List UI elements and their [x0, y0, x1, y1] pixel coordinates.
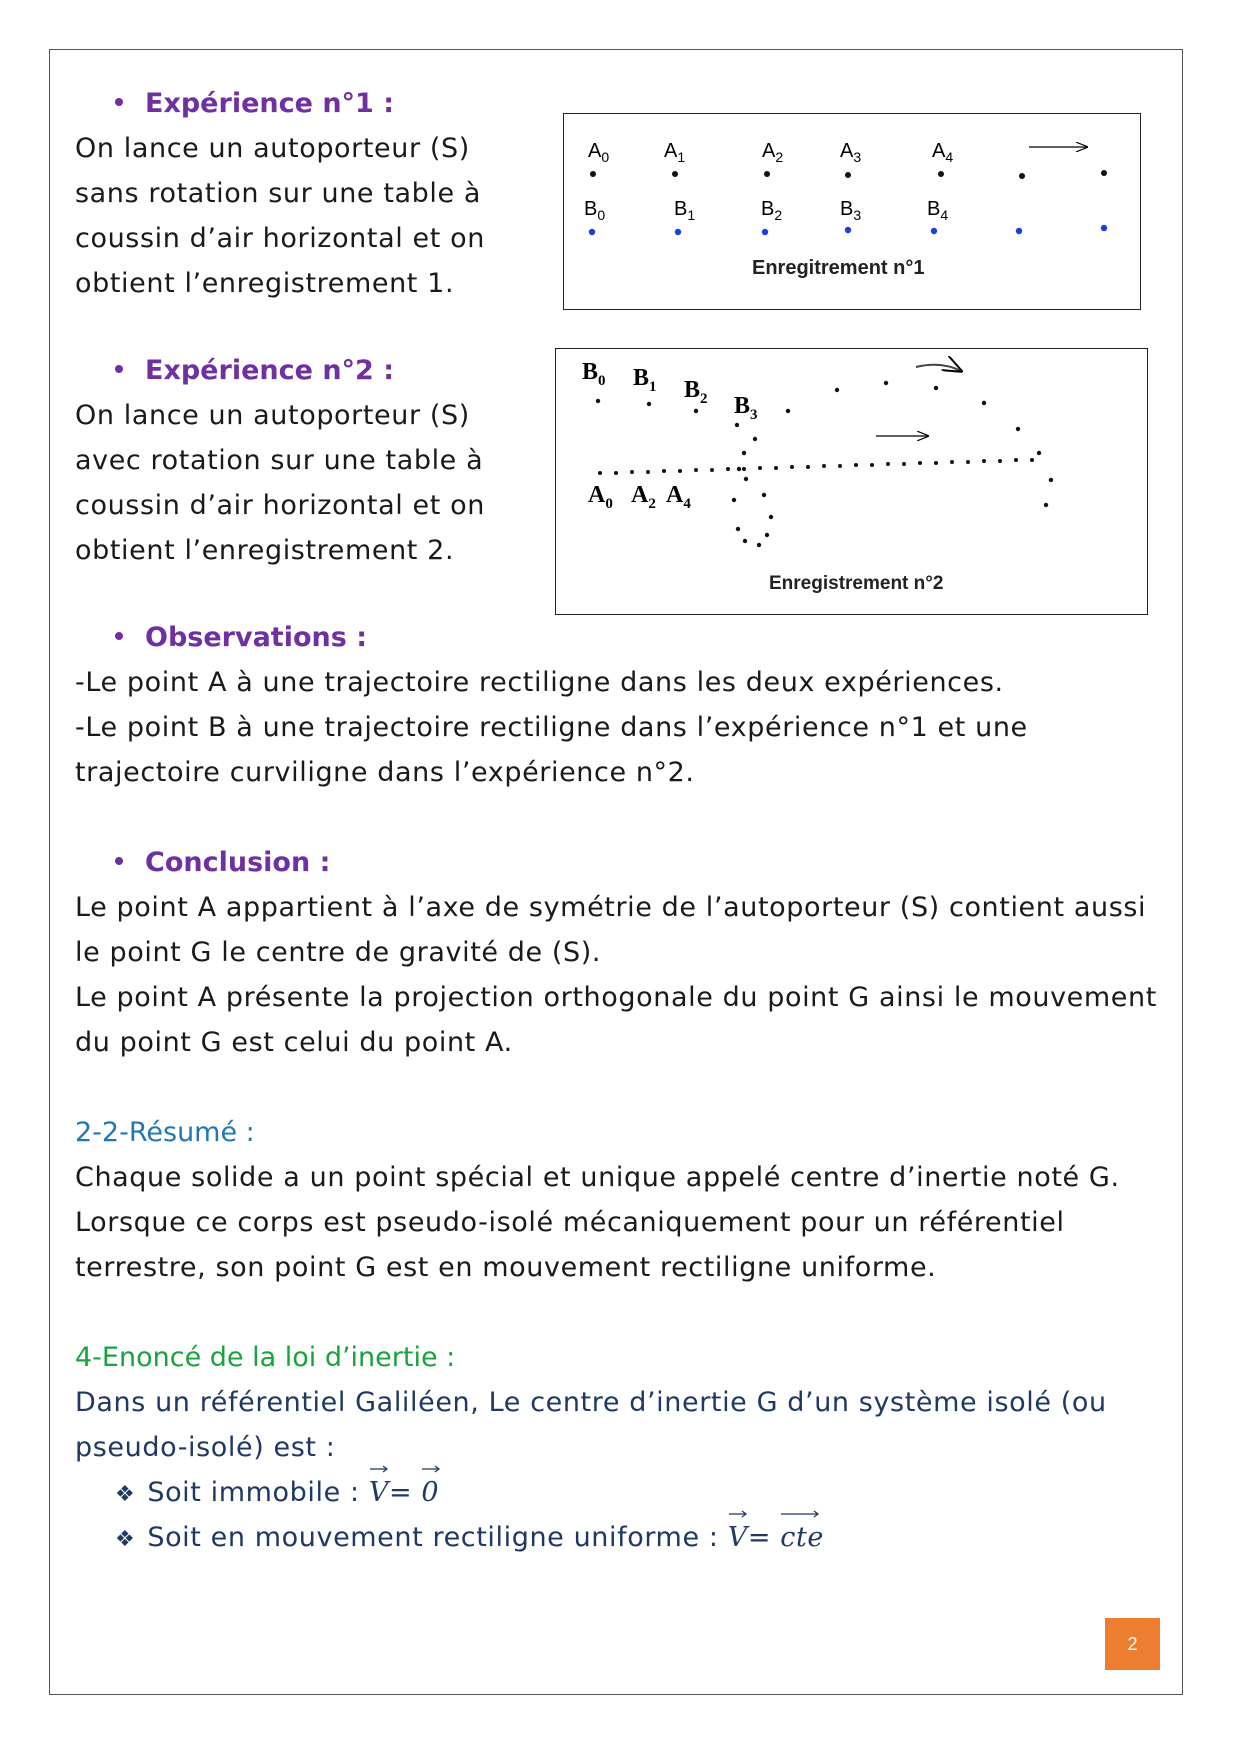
bullet-icon [115, 632, 123, 640]
vector-arrow-icon [421, 1464, 441, 1474]
observations-line: trajectoire curviligne dans l’expérience n°2. [75, 757, 695, 788]
vector-cte: cte [780, 1515, 824, 1560]
vector-arrow-icon [369, 1464, 389, 1474]
observations-line: -Le point A à une trajectoire rectiligne dans les deux expériences. [75, 667, 1004, 698]
conclusion-heading: Conclusion : [115, 840, 330, 885]
exp2-heading: Expérience n°2 : [115, 348, 394, 393]
observations-heading: Observations : [115, 615, 367, 660]
resume-line: Lorsque ce corps est pseudo-isolé mécaniquement pour un référentiel [75, 1207, 1065, 1238]
enregistrement-1-figure [563, 113, 1141, 310]
point-label-b3: $B_3$ [840, 198, 862, 223]
point-label-b2: $B_2$ [761, 198, 783, 223]
resume-line: terrestre, son point G est en mouvement rectiligne uniforme. [75, 1252, 937, 1283]
bullet-icon [115, 857, 123, 865]
exp2-line: coussin d’air horizontal et on [75, 490, 485, 521]
point-label-a2: $A_2$ [762, 140, 784, 165]
point-label-a1: $A_1$ [664, 140, 686, 165]
resume-heading: 2-2-Résumé : [75, 1117, 255, 1148]
trajectory-a-dots [598, 458, 1034, 475]
exp1-line: coussin d’air horizontal et on [75, 223, 485, 254]
conclusion-line: du point G est celui du point A. [75, 1027, 513, 1058]
vector-arrow-icon [780, 1509, 820, 1519]
point-label-a4: $A_4$ [666, 482, 691, 512]
point-label-a0: $A_0$ [588, 140, 610, 165]
resume-line: Chaque solide a un point spécial et unique appelé centre d’inertie noté G. [75, 1162, 1120, 1193]
conclusion-line: Le point A appartient à l’axe de symétrie de l’autoporteur (S) contient aussi [75, 892, 1147, 923]
exp2-line: obtient l’enregistrement 2. [75, 535, 455, 566]
rotation-arrow-icon [916, 365, 961, 371]
bullet-icon [115, 98, 123, 106]
point-label-b0: $B_0$ [584, 198, 606, 223]
bullet-icon [115, 365, 123, 373]
loi-line: Dans un référentiel Galiléen, Le centre d’inertie G d’un système isolé (ou [75, 1387, 1107, 1418]
point-label-b1: $B_1$ [674, 198, 696, 223]
enregistrement-1-plot [564, 114, 1142, 311]
point-label-a2: $A_2$ [631, 482, 656, 512]
conclusion-line: le point G le centre de gravité de (S). [75, 937, 602, 968]
point-label-b1: $B_1$ [633, 365, 657, 395]
point-label-a3: $A_3$ [840, 140, 862, 165]
enregistrement-1-caption: Enregitrement n°1 [752, 257, 925, 279]
exp2-line: avec rotation sur une table à [75, 445, 484, 476]
diamond-bullet-icon: ❖ [115, 1482, 136, 1507]
trajectory-b-dots [589, 225, 1107, 235]
point-label-b0: $B_0$ [582, 359, 606, 389]
enregistrement-2-caption: Enregistrement n°2 [769, 573, 944, 594]
vector-zero: 0 [421, 1470, 439, 1515]
exp1-line: obtient l’enregistrement 1. [75, 268, 455, 299]
point-label-b3: $B_3$ [734, 393, 758, 423]
point-label-a4: $A_4$ [932, 140, 954, 165]
vector-v: V [369, 1470, 389, 1515]
vector-v: V [728, 1515, 748, 1560]
page-number: 2 [1105, 1618, 1160, 1670]
enregistrement-2-figure [555, 348, 1148, 615]
trajectory-b-dots [596, 381, 1053, 547]
loi-line: pseudo-isolé) est : [75, 1432, 336, 1463]
trajectory-a-dots [590, 170, 1107, 179]
point-label-b4: $B_4$ [927, 198, 949, 223]
conclusion-line: Le point A présente la projection orthogonale du point G ainsi le mouvement [75, 982, 1157, 1013]
exp1-heading: Expérience n°1 : [115, 81, 394, 126]
exp1-line: On lance un autoporteur (S) [75, 133, 470, 164]
exp1-line: sans rotation sur une table à [75, 178, 482, 209]
loi-item-immobile: ❖ Soit immobile : V= 0 [115, 1470, 439, 1517]
loi-heading: 4-Enoncé de la loi d’inertie : [75, 1342, 456, 1373]
point-label-b2: $B_2$ [684, 377, 708, 407]
loi-item-mouvement: ❖ Soit en mouvement rectiligne uniforme : V= cte [115, 1515, 824, 1562]
vector-arrow-icon [728, 1509, 748, 1519]
point-label-a0: $A_0$ [588, 482, 613, 512]
diamond-bullet-icon: ❖ [115, 1527, 136, 1552]
observations-line: -Le point B à une trajectoire rectiligne dans l’expérience n°1 et une [75, 712, 1028, 743]
exp2-line: On lance un autoporteur (S) [75, 400, 470, 431]
